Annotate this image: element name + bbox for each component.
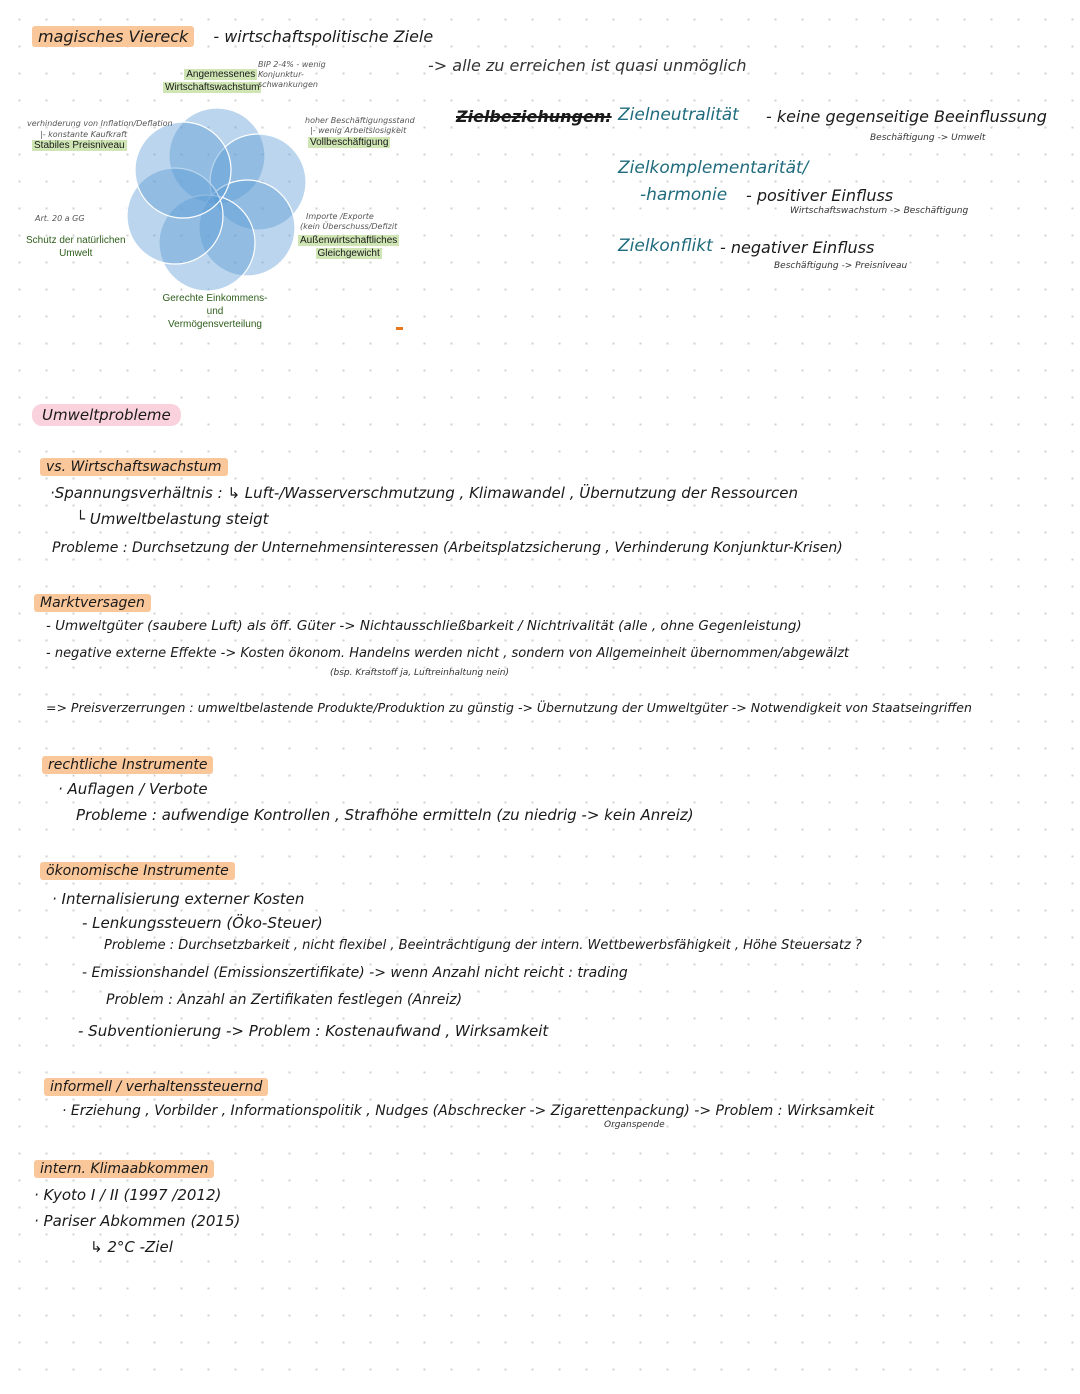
zielkomplementaritaet-desc: - positiver Einfluss	[746, 186, 894, 205]
zielneutralitaet-example: Beschäftigung -> Umwelt	[870, 133, 986, 143]
page-title: magisches Viereck	[32, 26, 194, 47]
circle-top-left	[135, 122, 231, 218]
klima-line-3: ↳ 2°C -Ziel	[90, 1238, 173, 1256]
oeko-line-3: Probleme : Durchsetzbarkeit , nicht flexibel , Beeinträchtigung der intern. Wettbewerbsfähigkeit , Höhe Steuersatz ?	[104, 938, 862, 953]
markt-line-2: - negative externe Effekte -> Kosten ökonom. Handelns werden nicht , sondern von Allgemeinheit übernommen/abgewälzt	[46, 646, 849, 661]
recht-line-2: Probleme : aufwendige Kontrollen , Strafhöhe ermitteln (zu niedrig -> kein Anreiz)	[76, 806, 694, 824]
markt-line-3: => Preisverzerrungen : umweltbelastende Produkte/Produktion zu günstig -> Übernutzung der Umweltgüter -> Notwendigkeit von Staatseingriffen	[46, 700, 972, 715]
note-environment: Art. 20 a GG	[35, 214, 85, 223]
inf-heading: informell / verhaltenssteuernd	[44, 1078, 268, 1096]
umwelt-heading: Umweltprobleme	[32, 404, 181, 426]
note-employment-2: |- wenig Arbeitslosigkeit	[310, 126, 407, 135]
zielbeziehungen-label: Zielbeziehungen:	[456, 107, 612, 126]
vs-heading: vs. Wirtschaftswachstum	[40, 458, 228, 476]
orange-marker	[396, 327, 403, 330]
markt-line-1: - Umweltgüter (saubere Luft) als öff. Güter -> Nichtausschließbarkeit / Nichtrivalität (alle , ohne Gegenleistung)	[46, 618, 802, 634]
overlapping-circles	[117, 98, 317, 298]
note-employment-1: hoher Beschäftigungsstand	[305, 116, 415, 125]
recht-heading: rechtliche Instrumente	[42, 756, 213, 774]
klima-heading: intern. Klimaabkommen	[34, 1160, 214, 1178]
zielkonflikt-title: Zielkonflikt	[618, 236, 713, 256]
vs-line-2: └ Umweltbelastung steigt	[76, 510, 269, 528]
page-title-row	[32, 26, 433, 47]
zielkonflikt-example: Beschäftigung -> Preisniveau	[774, 261, 908, 271]
oeko-line-5: Problem : Anzahl an Zertifikaten festlegen (Anreiz)	[106, 992, 463, 1008]
label-environment: Schutz der natürlichen Umwelt	[26, 235, 126, 259]
label-employment: Vollbeschäftigung	[310, 137, 389, 148]
oeko-line-1: · Internalisierung externer Kosten	[52, 890, 305, 908]
note-growth: BIP 2-4% - wenig Konjunktur-schwankungen	[258, 60, 326, 89]
klima-line-2: · Pariser Abkommen (2015)	[34, 1212, 241, 1230]
note-trade-2: (kein Überschuss/Defizit	[300, 222, 398, 231]
zielneutralitaet-desc: - keine gegenseitige Beeinflussung	[766, 107, 1047, 126]
page-title-suffix: - wirtschaftspolitische Ziele	[213, 27, 434, 46]
note-price-2: |- konstante Kaufkraft	[40, 130, 128, 139]
label-growth: Angemessenes Wirtschaftswachstum	[165, 69, 260, 93]
note-trade-1: Importe /Exporte	[306, 212, 374, 221]
circle-group	[127, 108, 306, 291]
zielkonflikt-desc: - negativer Einfluss	[720, 238, 875, 257]
zielkomplementaritaet-example: Wirtschaftswachstum -> Beschäftigung	[790, 206, 969, 216]
oeko-line-6: - Subventionierung -> Problem : Kostenaufwand , Wirksamkeit	[78, 1022, 549, 1040]
recht-line-1: · Auflagen / Verbote	[58, 780, 208, 798]
oeko-line-4: - Emissionshandel (Emissionszertifikate) -> wenn Anzahl nicht reicht : trading	[82, 965, 628, 981]
inf-line-1: · Erziehung , Vorbilder , Informationspolitik , Nudges (Abschrecker -> Zigarettenpackung) -> Problem : Wirksamkeit	[62, 1103, 875, 1119]
vs-line-1: ·Spannungsverhältnis : ↳ Luft-/Wasserverschmutzung , Klimawandel , Übernutzung der Ressourcen	[50, 484, 799, 502]
klima-line-1: · Kyoto I / II (1997 /2012)	[34, 1186, 222, 1204]
vs-line-3: Probleme : Durchsetzung der Unternehmensinteressen (Arbeitsplatzsicherung , Verhinderung Konjunktur-Krisen)	[52, 540, 843, 556]
inf-line-1-note: Organspende	[604, 1120, 665, 1130]
label-trade: Außenwirtschaftliches Gleichgewicht	[300, 235, 398, 259]
markt-heading: Marktversagen	[34, 594, 151, 612]
label-price: Stabiles Preisniveau	[34, 140, 125, 151]
note-price-1: verhinderung von Inflation/Deflation	[27, 119, 173, 128]
zielkomplementaritaet-title: Zielkomplementarität/	[618, 158, 809, 178]
markt-line-2-note: (bsp. Kraftstoff ja, Luftreinhaltung nein)	[330, 668, 510, 678]
oeko-heading: ökonomische Instrumente	[40, 862, 235, 880]
zielneutralitaet-title: Zielneutralität	[618, 105, 739, 125]
header-aside: -> alle zu erreichen ist quasi unmöglich	[428, 56, 747, 75]
oeko-line-2: - Lenkungssteuern (Öko-Steuer)	[82, 914, 323, 932]
zielharmonie-title: -harmonie	[640, 185, 728, 205]
label-distribution: Gerechte Einkommens- und Vermögensverteilung	[162, 293, 268, 330]
